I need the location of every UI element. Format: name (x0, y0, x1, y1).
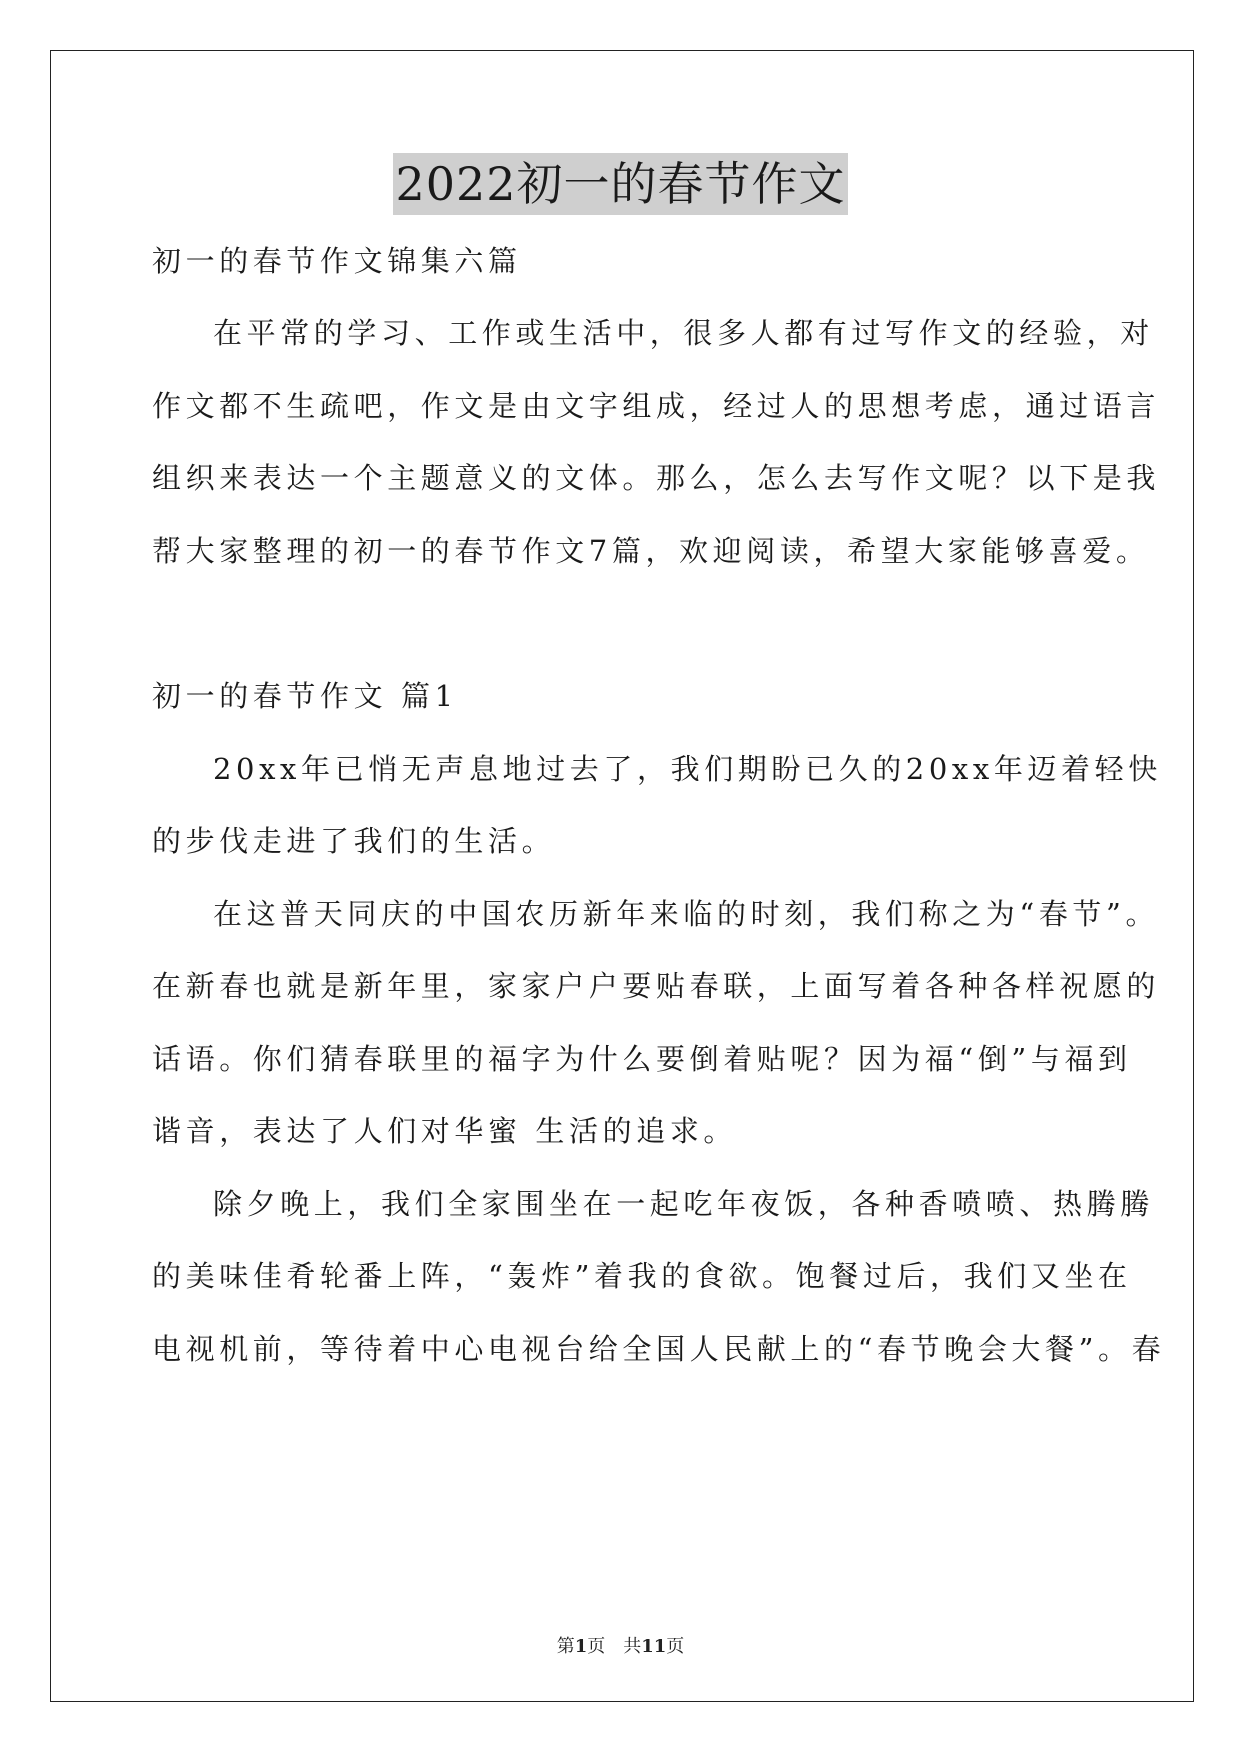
body-line-3: 在这普天同庆的中国农历新年来临的时刻，我们称之为“春节”。 (213, 897, 1160, 931)
intro-line-1: 在平常的学习、工作或生活中，很多人都有过写作文的经验，对 (213, 316, 1154, 350)
intro-line-4: 帮大家整理的初一的春节作文7篇，欢迎阅读，希望大家能够喜爱。 (152, 534, 1150, 568)
footer-suffix: 页 (666, 1636, 685, 1657)
section-heading: 初一的春节作文 篇1 (152, 679, 458, 713)
body-line-9: 电视机前，等待着中心电视台给全国人民献上的“春节晚会大餐”。春 (152, 1332, 1166, 1366)
body-line-6: 谐音，表达了人们对华蜜 生活的追求。 (152, 1114, 738, 1148)
body-line-8: 的美味佳肴轮番上阵，“轰炸”着我的食欲。饱餐过后，我们又坐在 (152, 1259, 1132, 1293)
title-container (0, 153, 1241, 215)
body-line-4: 在新春也就是新年里，家家户户要贴春联，上面写着各种各样祝愿的 (152, 969, 1161, 1003)
current-page-number: 1 (574, 1636, 588, 1657)
total-page-count: 11 (641, 1636, 667, 1657)
body-line-7: 除夕晚上，我们全家围坐在一起吃年夜饭，各种香喷喷、热腾腾 (213, 1187, 1154, 1221)
intro-line-3: 组织来表达一个主题意义的文体。那么，怎么去写作文呢？以下是我 (152, 461, 1161, 495)
document-title: 2022初一的春节作文 (393, 153, 847, 215)
page-border (50, 50, 1194, 1702)
body-line-1: 20xx年已悄无声息地过去了，我们期盼已久的20xx年迈着轻快 (213, 752, 1162, 786)
subtitle: 初一的春节作文锦集六篇 (152, 244, 522, 278)
footer-prefix: 第 (556, 1636, 575, 1657)
intro-line-2: 作文都不生疏吧，作文是由文字组成，经过人的思想考虑，通过语言 (152, 389, 1161, 423)
footer-mid: 页 共 (587, 1636, 642, 1657)
body-line-5: 话语。你们猜春联里的福字为什么要倒着贴呢？因为福“倒”与福到 (152, 1042, 1132, 1076)
page-footer (0, 1632, 1241, 1658)
body-line-2: 的步伐走进了我们的生活。 (152, 824, 556, 858)
